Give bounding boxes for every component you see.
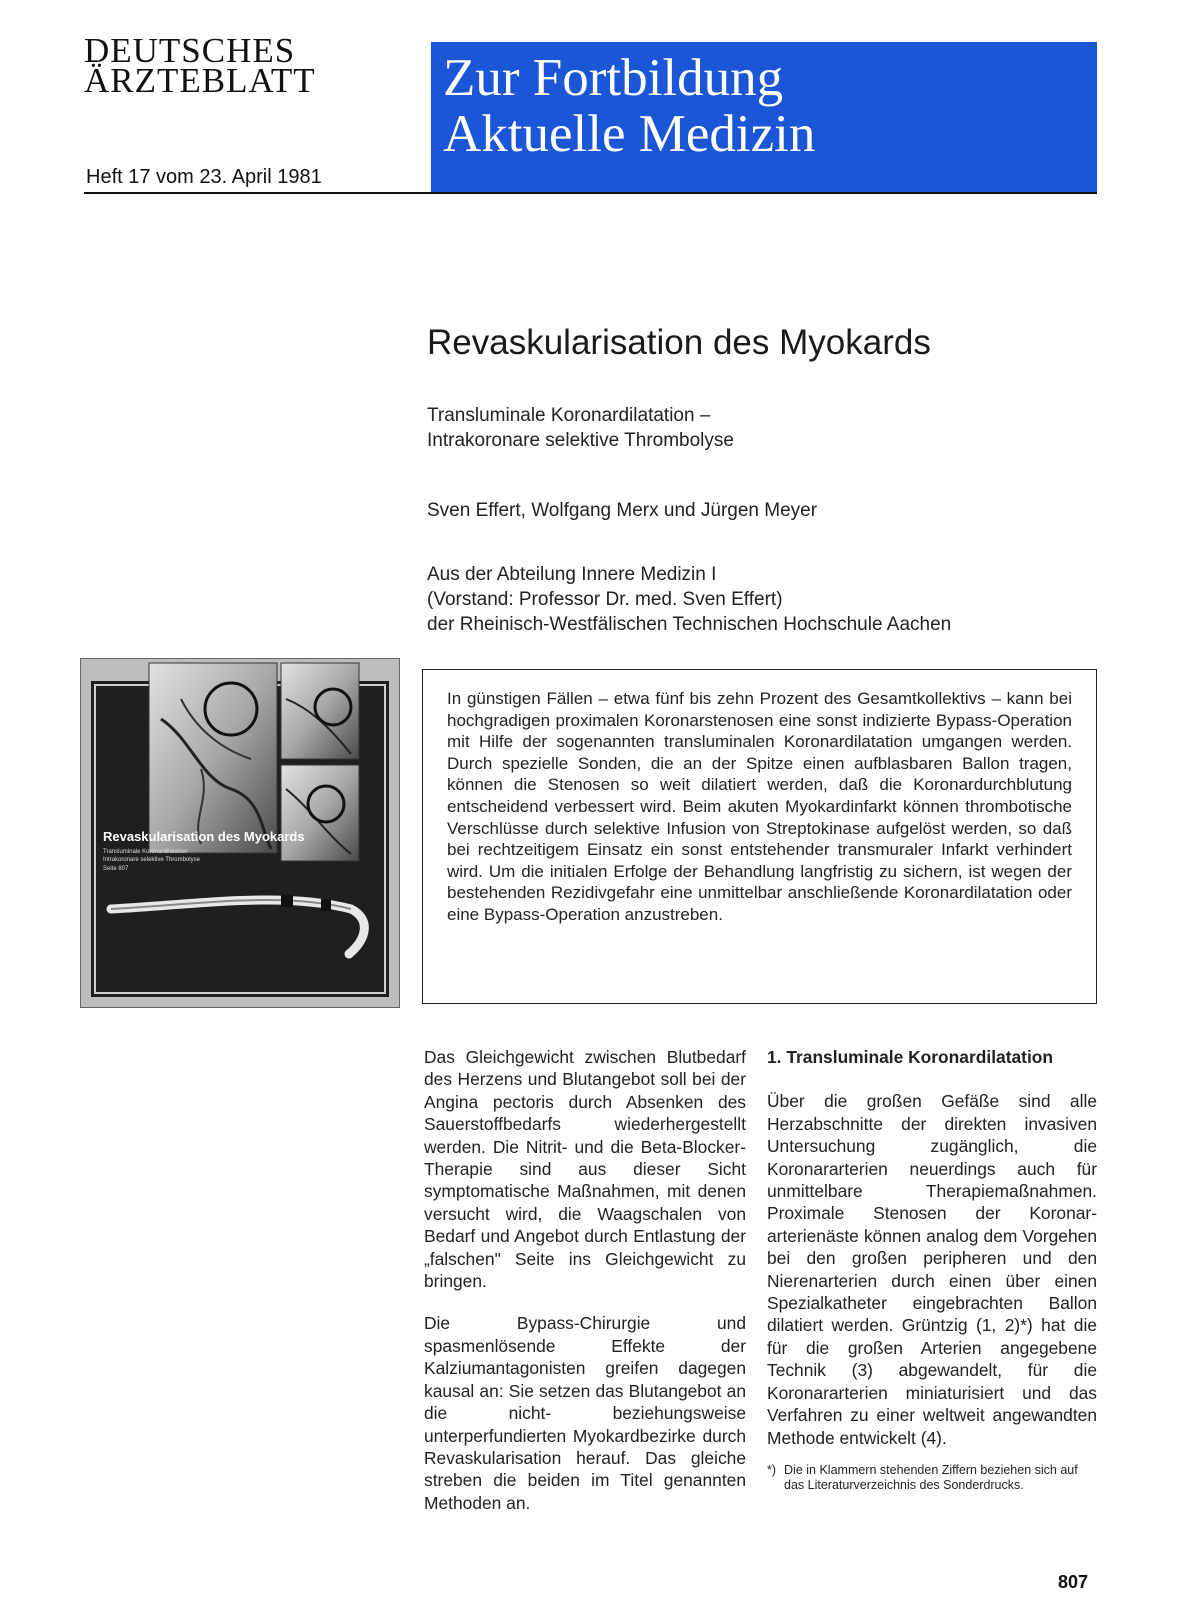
footnote-mark: *) [767,1462,777,1477]
masthead-line-2: ÄRZTEBLATT [84,61,316,100]
cover-illustration [81,659,399,1007]
body-paragraph: Das Gleichgewicht zwischen Blutbedarf des Herzens und Blutangebot soll bei der Angina pectoris durch Absenken des Sauerstoffbedarfs wiederhergestellt werden. Die Nitrit- und die Beta-Blocker-Therapie sind aus dieser Sicht symptomatische Maßnahmen, mit denen versucht wird, die Waagschalen von Bedarf und Angebot durch Entlastung der „falschen" Seite ins Gleichgewicht zu bringen. [424,1047,746,1292]
affiliation-line: der Rheinisch-Westfälischen Technischen Hochschule Aachen [427,614,952,635]
article-affiliation [427,562,951,637]
abstract-box: In günstigen Fällen – etwa fünf bis zehn Prozent des Gesamtkollektivs – kann bei hochgradigen proximalen Koronarstenosen eine sonst indizierte Bypass-Operation mit Hilfe der sogenannten transluminalen Koronardilatation umgangen werden. Durch spezielle Sonden, die an der Spitze einen aufblasbaren Ballon tragen, können die Stenosen so weit dilatiert werden, daß die Koronardurchblutung entscheidend verbessert wird. Beim akuten Myokardinfarkt können thrombotische Verschlüsse durch selektive Infusion von Streptokinase aufgelöst werden, so daß bei rechtzeitigem Einsatz ein sonst entstehender transmuraler Infarkt verhindert wird. Um die initialen Erfolge der Behandlung langfristig zu sichern, ist wegen der bestehenden Rezidivgefahr eine unmittelbar anschließende Koronardilatation oder eine Bypass-Operation anzustreben. [422,669,1097,1004]
cover-subtitle-line: Intrakoronare selektive Thrombolyse [103,857,200,863]
article-subtitle [427,403,734,453]
footnote [767,1463,1097,1493]
banner-line-1: Zur Fortbildung [443,49,784,107]
affiliation-line: Aus der Abteilung Innere Medizin I [427,564,717,585]
subtitle-line: Transluminale Koronardilatation – [427,405,711,426]
header-rule [84,192,1097,194]
cover-subtitle-line: Transluminale Koronardilatation [103,849,188,855]
section-heading: 1. Transluminale Koronardilatation [767,1047,1054,1067]
cover-image [80,658,400,1008]
journal-masthead [84,31,316,100]
body-paragraph: Über die großen Gefäße sind alle Herzabschnitte der direkten invasiven Untersuchung zugänglich, die Koronararterien neuerdings auch für unmittelbare Therapiemaßnahmen. Proximale Stenosen der Koronar-arterienäste können analog dem Vorgehen bei den großen peripheren und den Nierenarterien durch einen über einen Spezialkatheter eingebrachten Ballon dilatiert werden. Grüntzig (1, 2)*) hat die für die großen Arterien angegebene Technik (3) abgewandelt, für die Koronararterien miniaturisiert und das Verfahren zu einer weltweit angewandten Methode entwickelt (4). [767,1091,1097,1448]
body-column-left [424,1046,746,1534]
article-title: Revaskularisation des Myokards [427,323,931,362]
body-column-right [767,1046,1097,1493]
masthead-line-1: DEUTSCHES [84,31,296,70]
affiliation-line: (Vorstand: Professor Dr. med. Sven Effert) [427,589,783,610]
cover-title: Revaskularisation des Myokards [103,829,305,844]
footnote-text: Die in Klammern stehenden Ziffern beziehen sich auf das Literaturverzeichnis des Sonderdrucks. [784,1462,1078,1492]
body-paragraph: Die Bypass-Chirurgie und spasmenlösende Effekte der Kalziumantagonisten greifen dagegen kausal an: Sie setzen das Blutangebot an die nicht- beziehungsweise unterperfundierten Myokardbezirke durch Revaskularisation herauf. Das gleiche streben die beiden im Titel genannten Methoden an. [424,1313,746,1513]
page-number: 807 [1058,1572,1089,1592]
section-banner [431,42,1097,192]
banner-line-2: Aktuelle Medizin [443,105,816,163]
cover-page-ref: Seite 807 [103,866,129,872]
article-authors: Sven Effert, Wolfgang Merx und Jürgen Meyer [427,500,818,521]
issue-date: Heft 17 vom 23. April 1981 [86,166,322,188]
subtitle-line: Intrakoronare selektive Thrombolyse [427,430,734,451]
